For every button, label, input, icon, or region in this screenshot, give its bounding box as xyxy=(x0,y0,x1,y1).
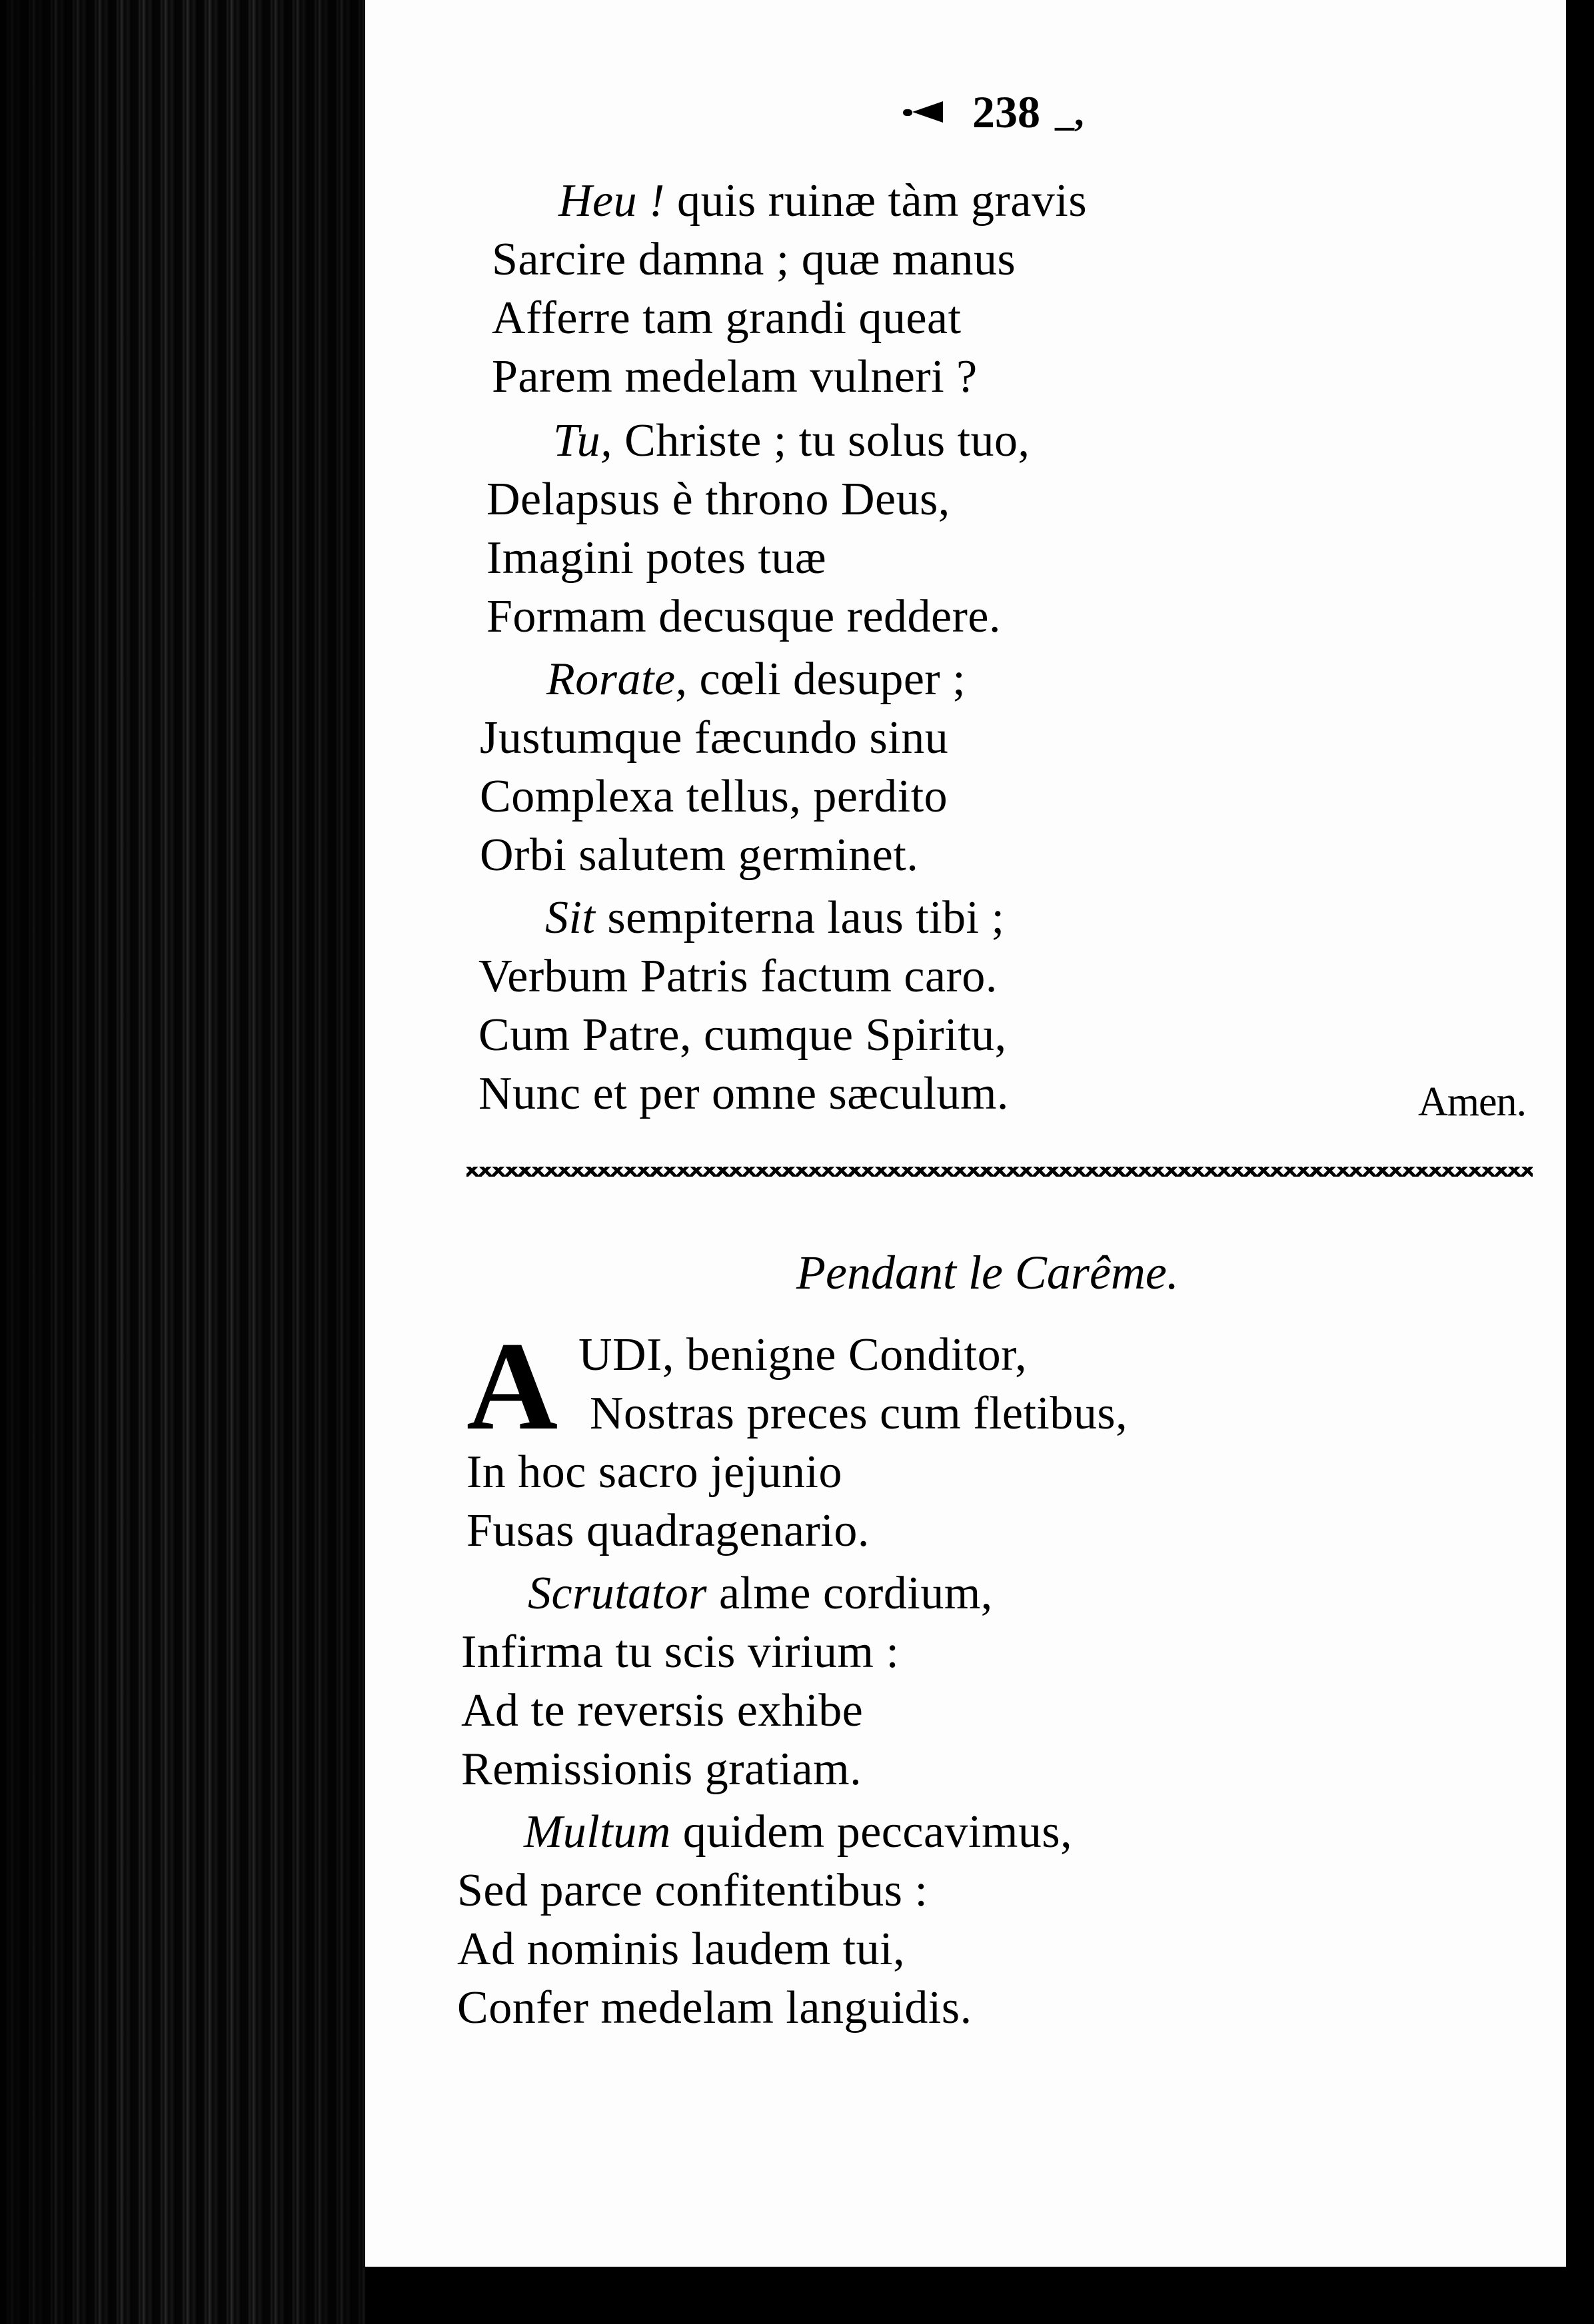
verse-text: Christe ; tu solus tuo, xyxy=(612,415,1030,466)
pointing-hand-icon xyxy=(903,97,958,127)
verse-line: Delapsus è throno Deus, xyxy=(486,474,950,525)
stanza xyxy=(457,1803,1594,2037)
verse-text: alme cordium, xyxy=(706,1568,993,1619)
verse-line xyxy=(461,1564,1594,1623)
verse-line xyxy=(457,1803,1594,1862)
verse-line: Verbum Patris factum caro. xyxy=(478,951,998,1002)
verse-line: Orbi salutem germinet. xyxy=(480,830,919,881)
stanza-lead-word: Tu, xyxy=(553,415,613,466)
book-spine xyxy=(0,0,383,2324)
stanza-lead-word: Scrutator xyxy=(528,1568,707,1619)
verse-text: quis ruinæ tàm gravis xyxy=(664,175,1088,227)
verse-line xyxy=(492,172,1594,231)
verse-text: sempiterna laus tibi ; xyxy=(595,892,1005,943)
verse-line: Confer medelam languidis. xyxy=(457,1982,972,2034)
verse-line: Parem medelam vulneri ? xyxy=(492,351,978,402)
verse-line: Imagini potes tuæ xyxy=(486,532,827,584)
page-header xyxy=(903,79,1084,145)
amen-text: Amen. xyxy=(1418,1079,1527,1125)
verse-line: Justumque fæcundo sinu xyxy=(480,712,949,764)
verse-line xyxy=(478,889,1594,947)
verse-line: Ad nominis laudem tui, xyxy=(457,1924,906,1975)
verse-line: Nostras preces cum fletibus, xyxy=(590,1388,1128,1439)
verse-line: Nunc et per omne sæculum. xyxy=(478,1068,1009,1119)
stanza xyxy=(466,1317,1594,1560)
verse-line xyxy=(486,412,1594,470)
stanza-lead-word: Rorate, xyxy=(546,654,688,705)
stanza-lead-word: Sit xyxy=(545,892,596,943)
verse-line: Cum Patre, cumque Spiritu, xyxy=(478,1009,1007,1061)
verse-line: In hoc sacro jejunio xyxy=(466,1447,842,1498)
verse-line: UDI, benigne Conditor, xyxy=(578,1329,1028,1381)
stanza xyxy=(480,650,1594,885)
verse-line: Infirma tu scis virium : xyxy=(461,1626,900,1678)
stanza-lead-word: Heu ! xyxy=(558,175,665,227)
verse-text: quidem peccavimus, xyxy=(670,1806,1073,1858)
verse-line: Ad te reversis exhibe xyxy=(461,1685,864,1736)
verse-line: Complexa tellus, perdito xyxy=(480,771,948,822)
scan-border-bottom xyxy=(365,2267,1594,2324)
header-mark: _, xyxy=(1055,90,1084,134)
stanza xyxy=(461,1564,1594,1799)
verse-text: cœli desuper ; xyxy=(687,654,966,705)
stanza xyxy=(486,412,1594,646)
verse-line: Fusas quadragenario. xyxy=(466,1505,870,1556)
stanza-lead-word: Multum xyxy=(524,1806,671,1858)
stanza xyxy=(492,172,1594,406)
verse-line: Sed parce confitentibus : xyxy=(457,1865,928,1916)
verse-line: Formam decusque reddere. xyxy=(486,591,1001,642)
verse-line: Remissionis gratiam. xyxy=(461,1744,862,1795)
page-number: 238 xyxy=(972,86,1040,137)
drop-cap: A xyxy=(466,1317,558,1456)
verse-line: Sarcire damna ; quæ manus xyxy=(492,234,1016,285)
section-title: Pendant le Carême. xyxy=(796,1246,1179,1299)
verse-line: Afferre tam grandi queat xyxy=(492,292,962,344)
verse-line xyxy=(480,650,1594,709)
